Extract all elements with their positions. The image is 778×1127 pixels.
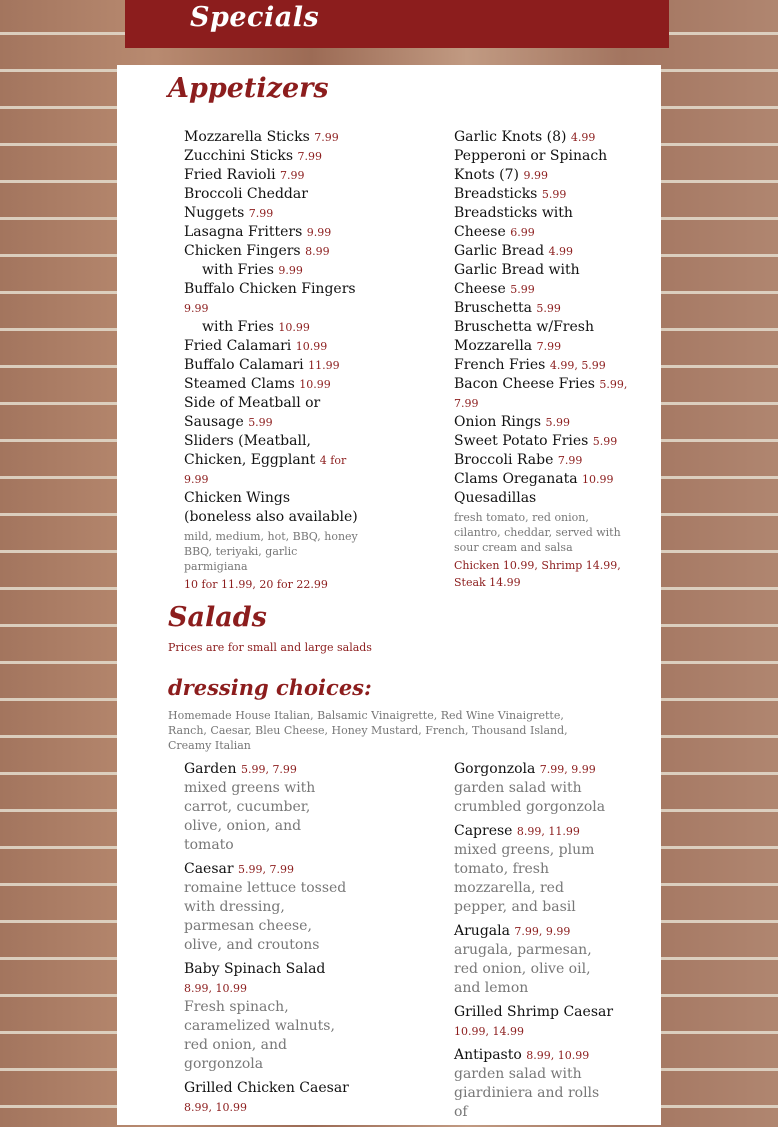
item-price: 10.99 [295,340,328,353]
item-name: Breadsticks [454,186,538,202]
item-price: 7.99 [280,169,305,182]
menu-item [454,147,629,185]
item-price: 8.99, 11.99 [516,825,580,838]
item-name: Broccoli Cheddar Nuggets [184,186,308,221]
item-price: 10 for 11.99, 20 for 22.99 [184,578,328,591]
item-description: mixed greens with carrot, cucumber, olive, onion, and tomato [184,780,316,853]
item-name: Gorgonzola [454,761,536,777]
item-name: Breadsticks with Cheese [454,205,573,240]
dressing-title: dressing choices: [168,675,372,700]
item-name: Zucchini Sticks [184,148,294,164]
item-price: 7.99, 9.99 [514,925,571,938]
item-price: 9.99 [278,264,303,277]
salads-right-column [454,760,614,1127]
salad-item [184,760,349,855]
salad-item [184,860,349,955]
salad-item [454,760,614,817]
item-price: Chicken 10.99, Shrimp 14.99, Steak 14.99 [454,559,621,589]
item-price: 5.99 [545,416,571,429]
item-name: Bacon Cheese Fries [454,376,595,392]
item-price: 7.99 [314,131,339,144]
menu-item [184,394,359,432]
item-name: Clams Oreganata [454,471,578,487]
appetizers-title: Appetizers [168,73,329,104]
item-name: Fried Calamari [184,338,292,354]
menu-card [117,65,661,1125]
item-name: Grilled Shrimp Caesar [454,1004,614,1020]
item-name: Garden [184,761,237,777]
item-price: 8.99, 10.99 [184,982,247,995]
item-name: Grilled Chicken Caesar [184,1080,349,1096]
item-price: 4.99 [570,131,596,144]
item-price: 5.99, 7.99 [240,763,297,776]
item-price: 4.99, 5.99 [549,359,606,372]
item-price: 10.99, 14.99 [454,1025,524,1038]
menu-item [184,337,359,356]
item-name: with Fries [202,319,274,335]
item-description: fresh tomato, red onion, cilantro, cheddar, served with sour cream and salsa [454,511,621,554]
item-price: 9.99 [184,302,209,315]
item-name: Garlic Bread with Cheese [454,262,580,297]
item-name: Buffalo Calamari [184,357,304,373]
appetizers-left-column [184,128,359,593]
item-description: Fresh spinach, caramelized walnuts, red onion, and gorgonzola [184,999,335,1072]
item-price: 11.99 [308,359,340,372]
menu-item [184,147,359,166]
menu-item [454,451,629,470]
salad-item [454,922,614,998]
menu-item [184,166,359,185]
item-description: garden salad with crumbled gorgonzola [454,780,606,815]
menu-item [454,204,629,242]
menu-item [454,432,629,451]
item-description: mixed greens, plum tomato, fresh mozzarella, red pepper, and basil [454,842,595,915]
item-name: Bruschetta [454,300,532,316]
item-price: 5.99, 7.99 [454,378,628,410]
menu-item [454,413,629,432]
item-description: arugala, parmesan, red onion, olive oil, and lemon [454,942,592,996]
item-name: Steamed Clams [184,376,295,392]
salad-item [184,1079,349,1117]
menu-item [454,242,629,261]
menu-item [184,489,359,593]
menu-item [184,356,359,375]
item-name: Garlic Knots (8) [454,129,567,145]
menu-item [454,318,629,356]
item-name: Sliders (Meatball, Chicken, Eggplant [184,433,316,468]
menu-item [454,470,629,489]
menu-item [454,128,629,147]
menu-item [454,185,629,204]
item-name: Pepperoni or Spinach Knots (7) [454,148,608,183]
item-name: Fried Ravioli [184,167,276,183]
item-price: 4.99 [548,245,573,258]
menu-item [184,280,359,318]
item-price: 10.99 [582,473,614,486]
item-name: Quesadillas [454,490,537,506]
menu-item [184,223,359,242]
item-price: 5.99 [541,188,567,201]
salad-item [454,1046,614,1122]
item-price: 10.99 [299,378,331,391]
menu-item [184,375,359,394]
item-name: Mozzarella Sticks [184,129,310,145]
item-description: mild, medium, hot, BBQ, honey BBQ, teriyaki, garlic parmigiana [184,530,358,573]
item-price: 9.99 [523,169,548,182]
item-price: 7.99 [297,150,323,163]
item-name: Side of Meatball or Sausage [184,395,321,430]
salads-title: Salads [168,602,267,633]
menu-item [184,261,359,280]
item-name: Baby Spinach Salad [184,961,326,977]
menu-item [184,185,359,223]
salad-item [454,1003,614,1041]
item-price: 5.99 [248,416,273,429]
menu-item [454,299,629,318]
item-price: 8.99, 10.99 [526,1049,590,1062]
item-name: Caprese [454,823,513,839]
item-price: 7.99 [536,340,562,353]
item-name: Onion Rings [454,414,542,430]
salads-note: Prices are for small and large salads [168,641,372,654]
menu-item [454,375,629,413]
item-name: Caesar [184,861,234,877]
item-price: 5.99, 7.99 [238,863,295,876]
item-price: 9.99 [306,226,332,239]
item-name: Arugala [454,923,510,939]
menu-item [454,261,629,299]
salad-item [454,822,614,917]
item-price: 5.99 [510,283,535,296]
item-price: 5.99 [592,435,618,448]
menu-item [184,432,359,489]
menu-item [184,242,359,261]
item-name: French Fries [454,357,546,373]
item-price: 7.99 [557,454,583,467]
menu-item [184,318,359,337]
item-price: 6.99 [510,226,535,239]
item-name: Chicken Fingers [184,243,301,259]
menu-item [454,489,629,591]
item-name: Antipasto [454,1047,522,1063]
dressing-list: Homemade House Italian, Balsamic Vinaigrette, Red Wine Vinaigrette, Ranch, Caesar, Bleu Cheese, Honey Mustard, French, Thousand Island, Creamy Italian [168,709,568,752]
item-price: 8.99 [305,245,330,258]
salads-left-column [184,760,349,1122]
item-price: 10.99 [278,321,310,334]
item-name: Lasagna Fritters [184,224,303,240]
item-price: 4 for 9.99 [184,454,347,486]
item-price: 8.99, 10.99 [184,1101,247,1114]
item-name: Bruschetta w/Fresh Mozzarella [454,319,594,354]
specials-banner [125,0,669,48]
item-name: Buffalo Chicken Fingers [184,281,356,297]
item-name: Sweet Potato Fries [454,433,589,449]
salad-item [184,960,349,1074]
menu-item [184,128,359,147]
item-price: 7.99, 9.99 [539,763,596,776]
item-name: Chicken Wings (boneless also available) [184,490,358,525]
item-price: 7.99 [248,207,274,220]
item-name: with Fries [202,262,274,278]
item-description: garden salad with giardiniera and rolls of [454,1066,600,1120]
item-description: romaine lettuce tossed with dressing, parmesan cheese, olive, and croutons [184,880,347,953]
item-price: 5.99 [536,302,561,315]
banner-title: Specials [190,2,320,33]
item-name: Broccoli Rabe [454,452,554,468]
menu-item [454,356,629,375]
item-name: Garlic Bread [454,243,545,259]
appetizers-right-column [454,128,629,591]
